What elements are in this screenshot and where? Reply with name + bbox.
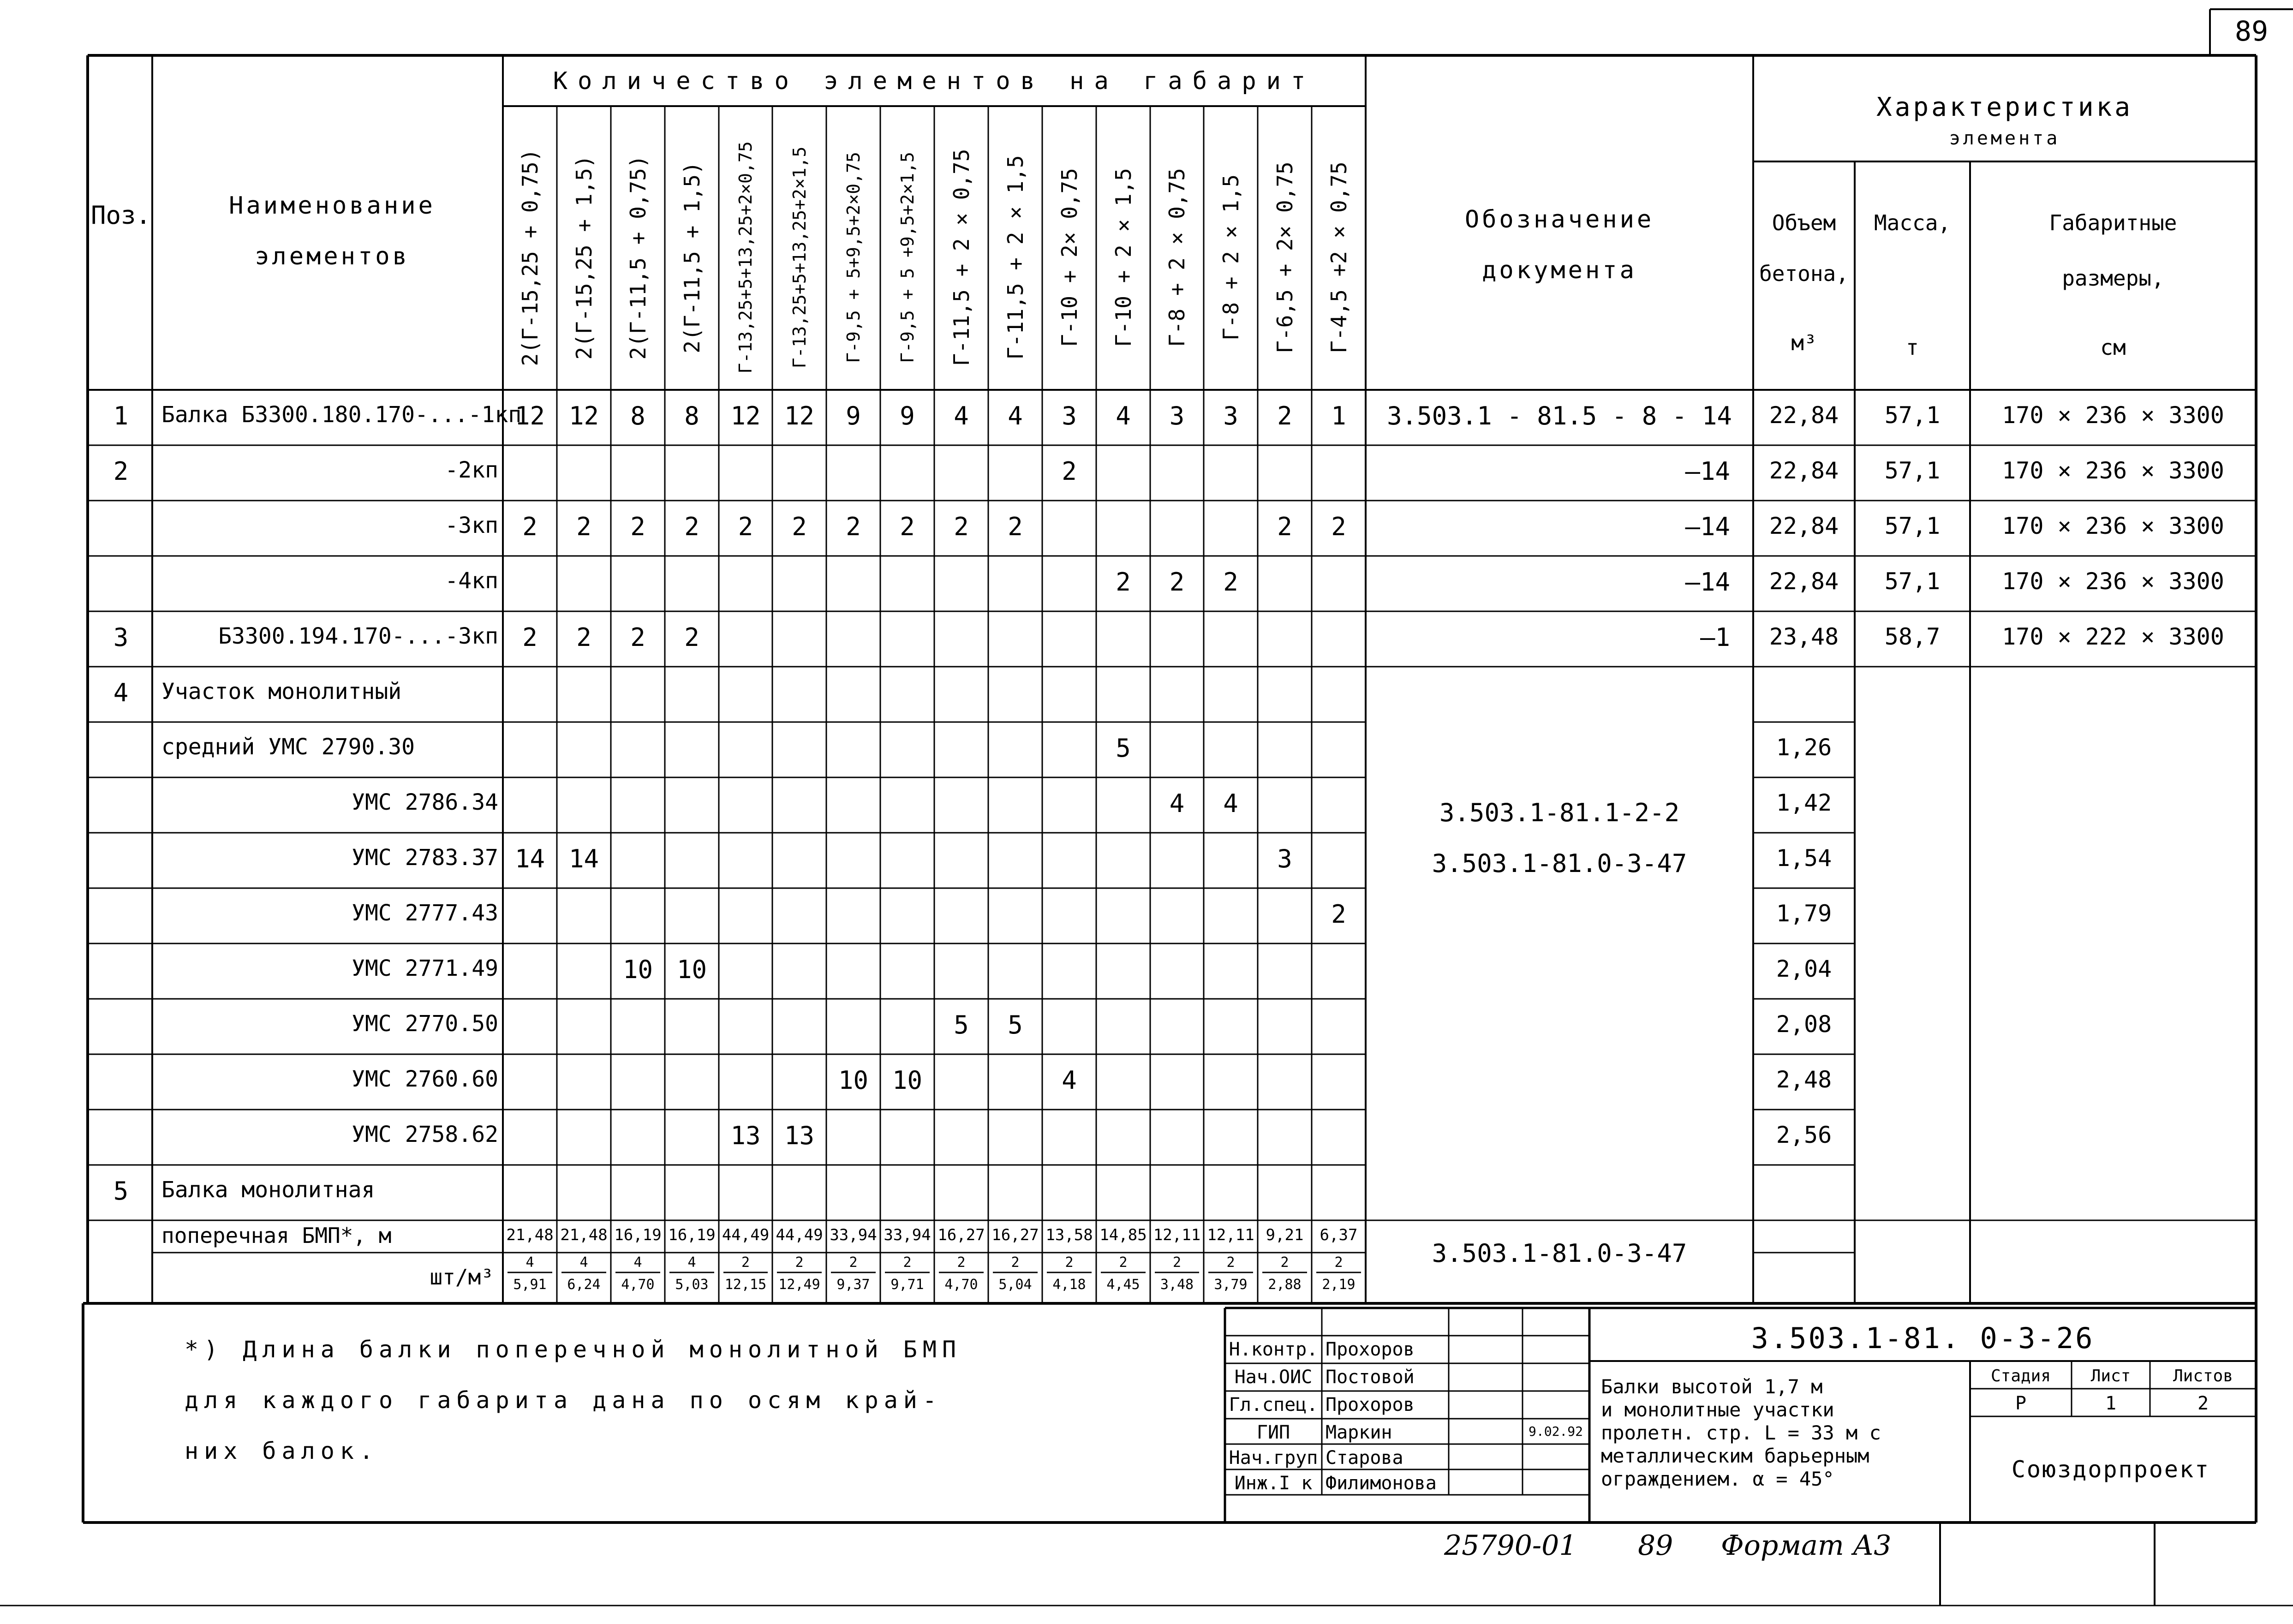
row-volume: 1,26	[1776, 734, 1832, 761]
count-cell: 2	[846, 512, 861, 541]
titleblock-name: Прохоров	[1326, 1394, 1415, 1415]
gabarit-header-6: Г-13,25+5+13,25+2×1,5	[789, 146, 810, 368]
bmp-num: 2	[1172, 1254, 1182, 1271]
row-volume: 1,42	[1776, 789, 1832, 816]
bmp-den: 5,03	[675, 1277, 709, 1293]
bmp-num: 2	[957, 1254, 966, 1271]
bmp-num: 4	[579, 1254, 588, 1271]
count-cell: 2	[684, 512, 699, 541]
row-volume: 22,84	[1769, 513, 1839, 539]
bmp-length: 33,94	[884, 1226, 931, 1244]
count-cell: 4	[1008, 401, 1023, 430]
gabarit-header-8: Г-9,5 + 5 +9,5+2×1,5	[897, 151, 918, 363]
gabarit-header-11: Г-10 + 2× 0,75	[1057, 167, 1082, 347]
titleblock-sheets-label: Листов	[2173, 1367, 2233, 1385]
bmp-num: 4	[525, 1254, 534, 1271]
count-cell: 2	[522, 512, 537, 541]
count-cell: 2	[630, 512, 645, 541]
row-designation: —14	[1685, 457, 1730, 486]
count-cell: 2	[900, 512, 915, 541]
header-count-group: Количество элементов на габарит	[553, 67, 1316, 95]
header-designation-line1: Обозначение	[1464, 206, 1654, 233]
row-dims: 170 × 236 × 3300	[2002, 457, 2224, 484]
count-cell: 2	[684, 623, 699, 652]
row-name: Балка Б3300.180.170-...-1кп	[161, 402, 522, 428]
bmp-length: 16,27	[938, 1226, 985, 1244]
header-volume-line2: бетона,	[1759, 261, 1849, 286]
titleblock-role: ГИП	[1256, 1422, 1290, 1443]
row-pos: 4	[113, 678, 129, 707]
row-name: Балка монолитная	[161, 1177, 375, 1203]
bmp-den: 3,48	[1160, 1277, 1194, 1293]
bmp-num: 2	[1065, 1254, 1074, 1271]
titleblock-title-line: и монолитные участки	[1601, 1398, 1834, 1421]
bmp-den: 2,88	[1268, 1277, 1302, 1293]
row-name: УМС 2783.37	[352, 845, 498, 871]
count-cell: 1	[1331, 401, 1346, 430]
count-cell: 4	[954, 401, 969, 430]
count-cell: 2	[954, 512, 969, 541]
bmp-length: 9,21	[1266, 1226, 1304, 1244]
row-dims: 170 × 236 × 3300	[2002, 568, 2224, 595]
bmp-length: 6,37	[1320, 1226, 1358, 1244]
row-name: УМС 2777.43	[352, 900, 498, 926]
count-cell: 2	[1331, 512, 1346, 541]
bmp-num: 2	[903, 1254, 912, 1271]
gabarit-header-10: Г-11,5 + 2 × 1,5	[1003, 155, 1028, 360]
gabarit-header-1: 2(Г-15,25 + 0,75)	[517, 149, 543, 366]
row-pos: 5	[113, 1176, 129, 1206]
row-name: Участок монолитный	[161, 679, 402, 705]
titleblock-role: Инж.I к	[1234, 1473, 1313, 1494]
count-cell: 4	[1169, 789, 1185, 818]
bmp-den: 6,24	[567, 1277, 601, 1293]
count-cell: 2	[1169, 567, 1185, 597]
bmp-length: 44,49	[722, 1226, 770, 1244]
gabarit-header-4: 2(Г-11,5 + 1,5)	[679, 161, 705, 353]
count-cell: 4	[1062, 1066, 1077, 1095]
titleblock-role: Нач.груп	[1229, 1447, 1318, 1469]
titleblock-title-line: ограждением. α = 45°	[1601, 1468, 1834, 1490]
row-name: средний УМС 2790.30	[161, 734, 415, 760]
header-mass-line1: Масса,	[1874, 210, 1951, 235]
count-cell: 2	[1008, 512, 1023, 541]
row-name: Б3300.194.170-...-3кп	[218, 623, 498, 649]
bmp-den: 9,71	[890, 1277, 924, 1293]
row-volume: 2,04	[1776, 955, 1832, 982]
count-cell: 14	[568, 844, 599, 873]
count-cell: 5	[1008, 1010, 1023, 1039]
row-name: УМС 2786.34	[352, 789, 498, 815]
group4-doc-2: 3.503.1-81.0-3-47	[1432, 849, 1687, 878]
bmp-length: 33,94	[830, 1226, 877, 1244]
bmp-designation: 3.503.1-81.0-3-47	[1432, 1239, 1687, 1268]
bmp-den: 5,04	[998, 1277, 1032, 1293]
row-name: УМС 2760.60	[352, 1066, 498, 1092]
count-cell: 3	[1062, 401, 1077, 430]
row-mass: 57,1	[1884, 457, 1941, 484]
count-cell: 3	[1223, 401, 1238, 430]
row-volume: 23,48	[1769, 623, 1839, 650]
titleblock-stage-label: Стадия	[1990, 1367, 2051, 1385]
footer-page: 89	[1638, 1529, 1673, 1562]
count-cell: 12	[514, 401, 545, 430]
bmp-length: 21,48	[506, 1226, 554, 1244]
count-cell: 5	[954, 1010, 969, 1039]
count-cell: 4	[1116, 401, 1131, 430]
sheet-number: 89	[2234, 15, 2269, 48]
titleblock-stage: Р	[2015, 1393, 2027, 1414]
header-pos: Поз.	[90, 201, 151, 230]
header-volume-line1: Объем	[1772, 210, 1836, 235]
count-cell: 14	[514, 844, 545, 873]
count-cell: 12	[784, 401, 815, 430]
row-volume: 22,84	[1769, 402, 1839, 429]
count-cell: 8	[684, 401, 699, 430]
bmp-num: 4	[633, 1254, 642, 1271]
bmp-length: 16,19	[614, 1226, 662, 1244]
row-volume: 1,54	[1776, 845, 1832, 872]
count-cell: 2	[1116, 567, 1131, 597]
bmp-num: 2	[741, 1254, 750, 1271]
row-volume: 22,84	[1769, 457, 1839, 484]
bmp-den: 2,19	[1322, 1277, 1355, 1293]
header-name-line1: Наименование	[229, 192, 436, 220]
titleblock-title-line: пролетн. стр. L = 33 м с	[1601, 1421, 1881, 1444]
bmp-length: 16,27	[991, 1226, 1039, 1244]
gabarit-header-16: Г-4,5 +2 × 0,75	[1326, 161, 1351, 353]
header-char-line1: Характеристика	[1876, 92, 2133, 122]
count-cell: 2	[630, 623, 645, 652]
count-cell: 10	[622, 955, 653, 984]
bmp-num: 2	[1280, 1254, 1289, 1271]
row-name: УМС 2770.50	[352, 1011, 498, 1037]
bmp-length: 21,48	[560, 1226, 608, 1244]
note-line-3: них балок.	[185, 1438, 379, 1464]
header-dims-line2: размеры,	[2062, 266, 2164, 291]
count-cell: 3	[1169, 401, 1185, 430]
titleblock-title-line: металлическим барьерным	[1601, 1445, 1869, 1467]
gabarit-header-9: Г-11,5 + 2 × 0,75	[949, 149, 974, 366]
row-dims: 170 × 222 × 3300	[2002, 623, 2224, 650]
bmp-den: 4,45	[1106, 1277, 1140, 1293]
count-cell: 2	[522, 623, 537, 652]
titleblock-name: Маркин	[1326, 1422, 1392, 1443]
titleblock-role: Н.контр.	[1229, 1339, 1318, 1360]
titleblock-role: Гл.спец.	[1229, 1394, 1318, 1415]
bmp-num: 4	[687, 1254, 696, 1271]
gabarit-header-3: 2(Г-11,5 + 0,75)	[625, 155, 651, 360]
titleblock-name: Филимонова	[1326, 1473, 1437, 1494]
count-cell: 5	[1116, 734, 1131, 763]
bmp-den: 12,49	[778, 1277, 820, 1293]
bmp-length: 13,58	[1045, 1226, 1093, 1244]
row-designation: —14	[1685, 567, 1730, 597]
bmp-num: 2	[1226, 1254, 1235, 1271]
bmp-length: 12,11	[1207, 1226, 1254, 1244]
count-cell: 2	[576, 512, 591, 541]
titleblock-name: Старова	[1326, 1447, 1403, 1469]
header-name-line2: элементов	[255, 243, 410, 270]
gabarit-header-15: Г-6,5 + 2× 0,75	[1272, 161, 1297, 353]
titleblock-role: Нач.ОИС	[1234, 1367, 1313, 1388]
titleblock-sheets: 2	[2197, 1393, 2209, 1414]
bmp-length: 14,85	[1099, 1226, 1147, 1244]
count-cell: 13	[784, 1121, 815, 1150]
count-cell: 2	[1062, 457, 1077, 486]
count-cell: 12	[730, 401, 761, 430]
bmp-label: поперечная БМП*, м	[161, 1223, 392, 1248]
titleblock-sheet: 1	[2105, 1393, 2117, 1414]
row-volume: 1,79	[1776, 900, 1832, 927]
bmp-num: 2	[795, 1254, 804, 1271]
group4-doc-1: 3.503.1-81.1-2-2	[1439, 798, 1680, 827]
titleblock-org: Союздорпроект	[2011, 1456, 2210, 1483]
bmp-den: 12,15	[724, 1277, 767, 1293]
gabarit-header-13: Г-8 + 2 × 0,75	[1164, 167, 1189, 347]
header-dims-unit: см	[2100, 335, 2126, 360]
bmp-num: 2	[1011, 1254, 1020, 1271]
footer-format: Формат А3	[1721, 1529, 1892, 1562]
row-dims: 170 × 236 × 3300	[2002, 513, 2224, 539]
row-mass: 58,7	[1884, 623, 1941, 650]
count-cell: 3	[1277, 844, 1292, 873]
bmp-num: 2	[1334, 1254, 1343, 1271]
gabarit-header-12: Г-10 + 2 × 1,5	[1111, 167, 1136, 347]
header-char-line2: элемента	[1949, 128, 2060, 149]
bmp-unit: шт/м³	[430, 1265, 494, 1290]
count-cell: 2	[1277, 512, 1292, 541]
row-name: УМС 2758.62	[352, 1122, 498, 1147]
count-cell: 10	[892, 1066, 923, 1095]
titleblock-name: Постовой	[1326, 1367, 1415, 1388]
gabarit-header-14: Г-8 + 2 × 1,5	[1218, 174, 1243, 340]
row-designation: —1	[1700, 623, 1730, 652]
bmp-den: 9,37	[836, 1277, 870, 1293]
row-designation: —14	[1685, 512, 1730, 541]
count-cell: 10	[676, 955, 707, 984]
count-cell: 9	[900, 401, 915, 430]
titleblock-title-line: Балки высотой 1,7 м	[1601, 1375, 1823, 1398]
gabarit-header-5: Г-13,25+5+13,25+2×0,75	[735, 141, 756, 374]
header-volume-unit: м³	[1791, 330, 1817, 355]
note-line-1: *) Длина балки поперечной монолитной БМП	[185, 1336, 962, 1363]
row-volume: 2,56	[1776, 1122, 1832, 1148]
count-cell: 12	[568, 401, 599, 430]
header-dims-line1: Габаритные	[2049, 210, 2177, 235]
count-cell: 2	[1223, 567, 1238, 597]
titleblock-name: Прохоров	[1326, 1339, 1415, 1360]
titleblock-code: 3.503.1-81. 0-3-26	[1751, 1321, 2095, 1355]
count-cell: 2	[1277, 401, 1292, 430]
row-name: -4кп	[445, 568, 498, 594]
bmp-length: 12,11	[1153, 1226, 1201, 1244]
row-mass: 57,1	[1884, 402, 1941, 429]
header-designation-line2: документа	[1482, 257, 1637, 284]
count-cell: 8	[630, 401, 645, 430]
bmp-den: 4,18	[1052, 1277, 1086, 1293]
note-line-2: для каждого габарита дана по осям край-	[185, 1387, 942, 1414]
row-pos: 3	[113, 623, 129, 652]
bmp-num: 2	[849, 1254, 858, 1271]
row-pos: 1	[113, 401, 129, 430]
titleblock-sheet-label: Лист	[2090, 1367, 2131, 1385]
row-volume: 2,08	[1776, 1011, 1832, 1038]
row-name: -2кп	[445, 457, 498, 483]
bmp-den: 4,70	[621, 1277, 655, 1293]
count-cell: 4	[1223, 789, 1238, 818]
row-dims: 170 × 236 × 3300	[2002, 402, 2224, 429]
titleblock-date: 9.02.92	[1528, 1424, 1583, 1439]
row-name: УМС 2771.49	[352, 955, 498, 981]
bmp-length: 44,49	[776, 1226, 823, 1244]
row-name: -3кп	[445, 513, 498, 538]
row-volume: 2,48	[1776, 1066, 1832, 1093]
bmp-den: 3,79	[1214, 1277, 1248, 1293]
footer-inv-number: 25790-01	[1444, 1529, 1577, 1562]
row-designation: 3.503.1 - 81.5 - 8 - 14	[1387, 401, 1732, 430]
header-mass-unit: т	[1906, 335, 1919, 360]
row-volume: 22,84	[1769, 568, 1839, 595]
count-cell: 13	[730, 1121, 761, 1150]
gabarit-header-2: 2(Г-15,25 + 1,5)	[571, 155, 597, 360]
count-cell: 2	[576, 623, 591, 652]
count-cell: 2	[1331, 900, 1346, 929]
gabarit-header-7: Г-9,5 + 5+9,5+2×0,75	[843, 151, 864, 363]
bmp-length: 16,19	[668, 1226, 716, 1244]
row-pos: 2	[113, 457, 129, 486]
bmp-num: 2	[1119, 1254, 1128, 1271]
row-mass: 57,1	[1884, 568, 1941, 595]
bmp-den: 4,70	[944, 1277, 978, 1293]
count-cell: 10	[838, 1066, 869, 1095]
count-cell: 2	[792, 512, 807, 541]
row-mass: 57,1	[1884, 513, 1941, 539]
count-cell: 9	[846, 401, 861, 430]
count-cell: 2	[738, 512, 753, 541]
bmp-den: 5,91	[513, 1277, 547, 1293]
